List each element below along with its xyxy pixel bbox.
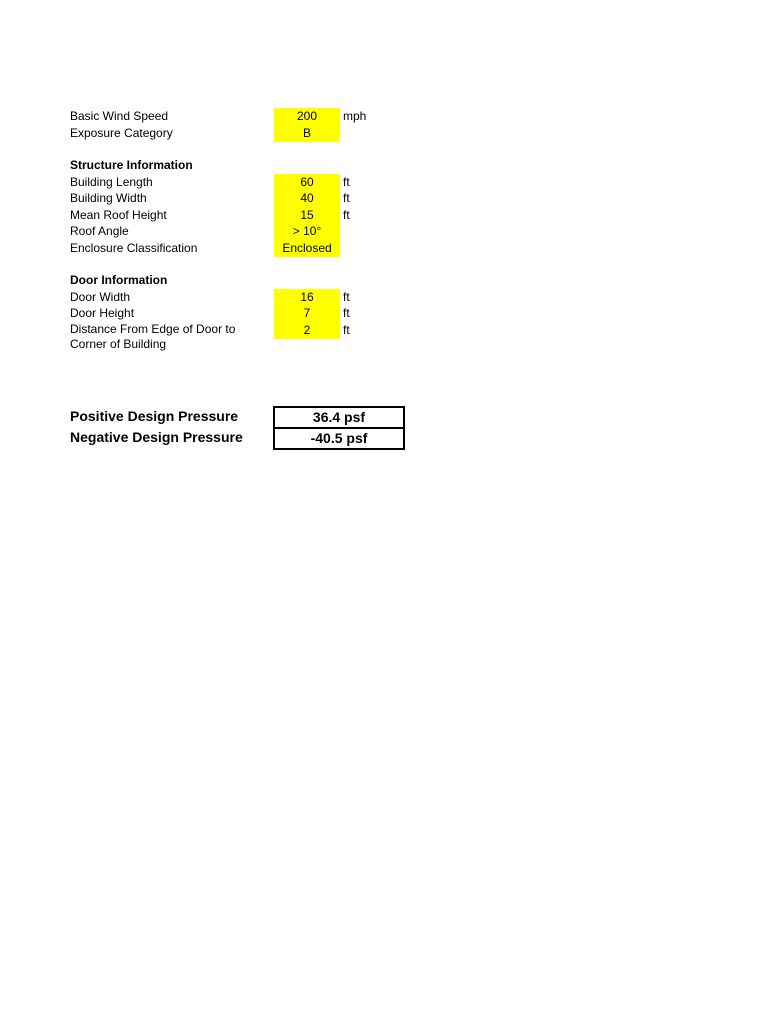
roof-angle-row — [70, 223, 410, 239]
exposure-label: Exposure Category — [70, 126, 173, 140]
enclosure-row — [70, 240, 410, 256]
positive-pressure-value: 36.4 psf — [273, 406, 405, 428]
door-width-input[interactable]: 16 — [274, 289, 340, 306]
roof-height-label: Mean Roof Height — [70, 208, 167, 222]
enclosure-input[interactable]: Enclosed — [274, 240, 340, 257]
wind-speed-label: Basic Wind Speed — [70, 109, 169, 123]
door-height-input[interactable]: 7 — [274, 305, 340, 322]
door-height-unit: ft — [343, 306, 350, 320]
door-distance-input[interactable]: 2 — [274, 322, 340, 339]
building-width-label: Building Width — [70, 191, 147, 205]
building-length-unit: ft — [343, 175, 350, 189]
door-width-unit: ft — [343, 290, 350, 304]
door-heading: Door Information — [70, 273, 168, 287]
structure-heading: Structure Information — [70, 158, 193, 172]
building-width-unit: ft — [343, 191, 350, 205]
building-length-label: Building Length — [70, 175, 153, 189]
negative-pressure-value: -40.5 psf — [273, 428, 405, 450]
roof-angle-label: Roof Angle — [70, 224, 129, 238]
wind-speed-unit: mph — [343, 109, 367, 123]
roof-height-row — [70, 207, 410, 223]
wind-speed-input[interactable]: 200 — [274, 108, 340, 125]
door-height-row — [70, 305, 410, 321]
door-width-label: Door Width — [70, 290, 131, 304]
building-length-input[interactable]: 60 — [274, 174, 340, 191]
wind-speed-row — [70, 108, 410, 124]
building-length-row — [70, 174, 410, 190]
door-distance-unit: ft — [343, 323, 350, 337]
building-width-input[interactable]: 40 — [274, 190, 340, 207]
door-distance-label: Distance From Edge of Door to Corner of Building — [70, 322, 236, 351]
exposure-row — [70, 125, 410, 141]
roof-angle-input[interactable]: > 10° — [274, 223, 340, 240]
door-height-label: Door Height — [70, 306, 135, 320]
negative-pressure-label: Negative Design Pressure — [70, 429, 243, 445]
building-width-row — [70, 190, 410, 206]
positive-pressure-label: Positive Design Pressure — [70, 408, 239, 424]
door-width-row — [70, 289, 410, 305]
roof-height-input[interactable]: 15 — [274, 207, 340, 224]
enclosure-label: Enclosure Classification — [70, 241, 198, 255]
exposure-input[interactable]: B — [274, 125, 340, 142]
roof-height-unit: ft — [343, 208, 350, 222]
door-distance-row — [70, 322, 410, 356]
